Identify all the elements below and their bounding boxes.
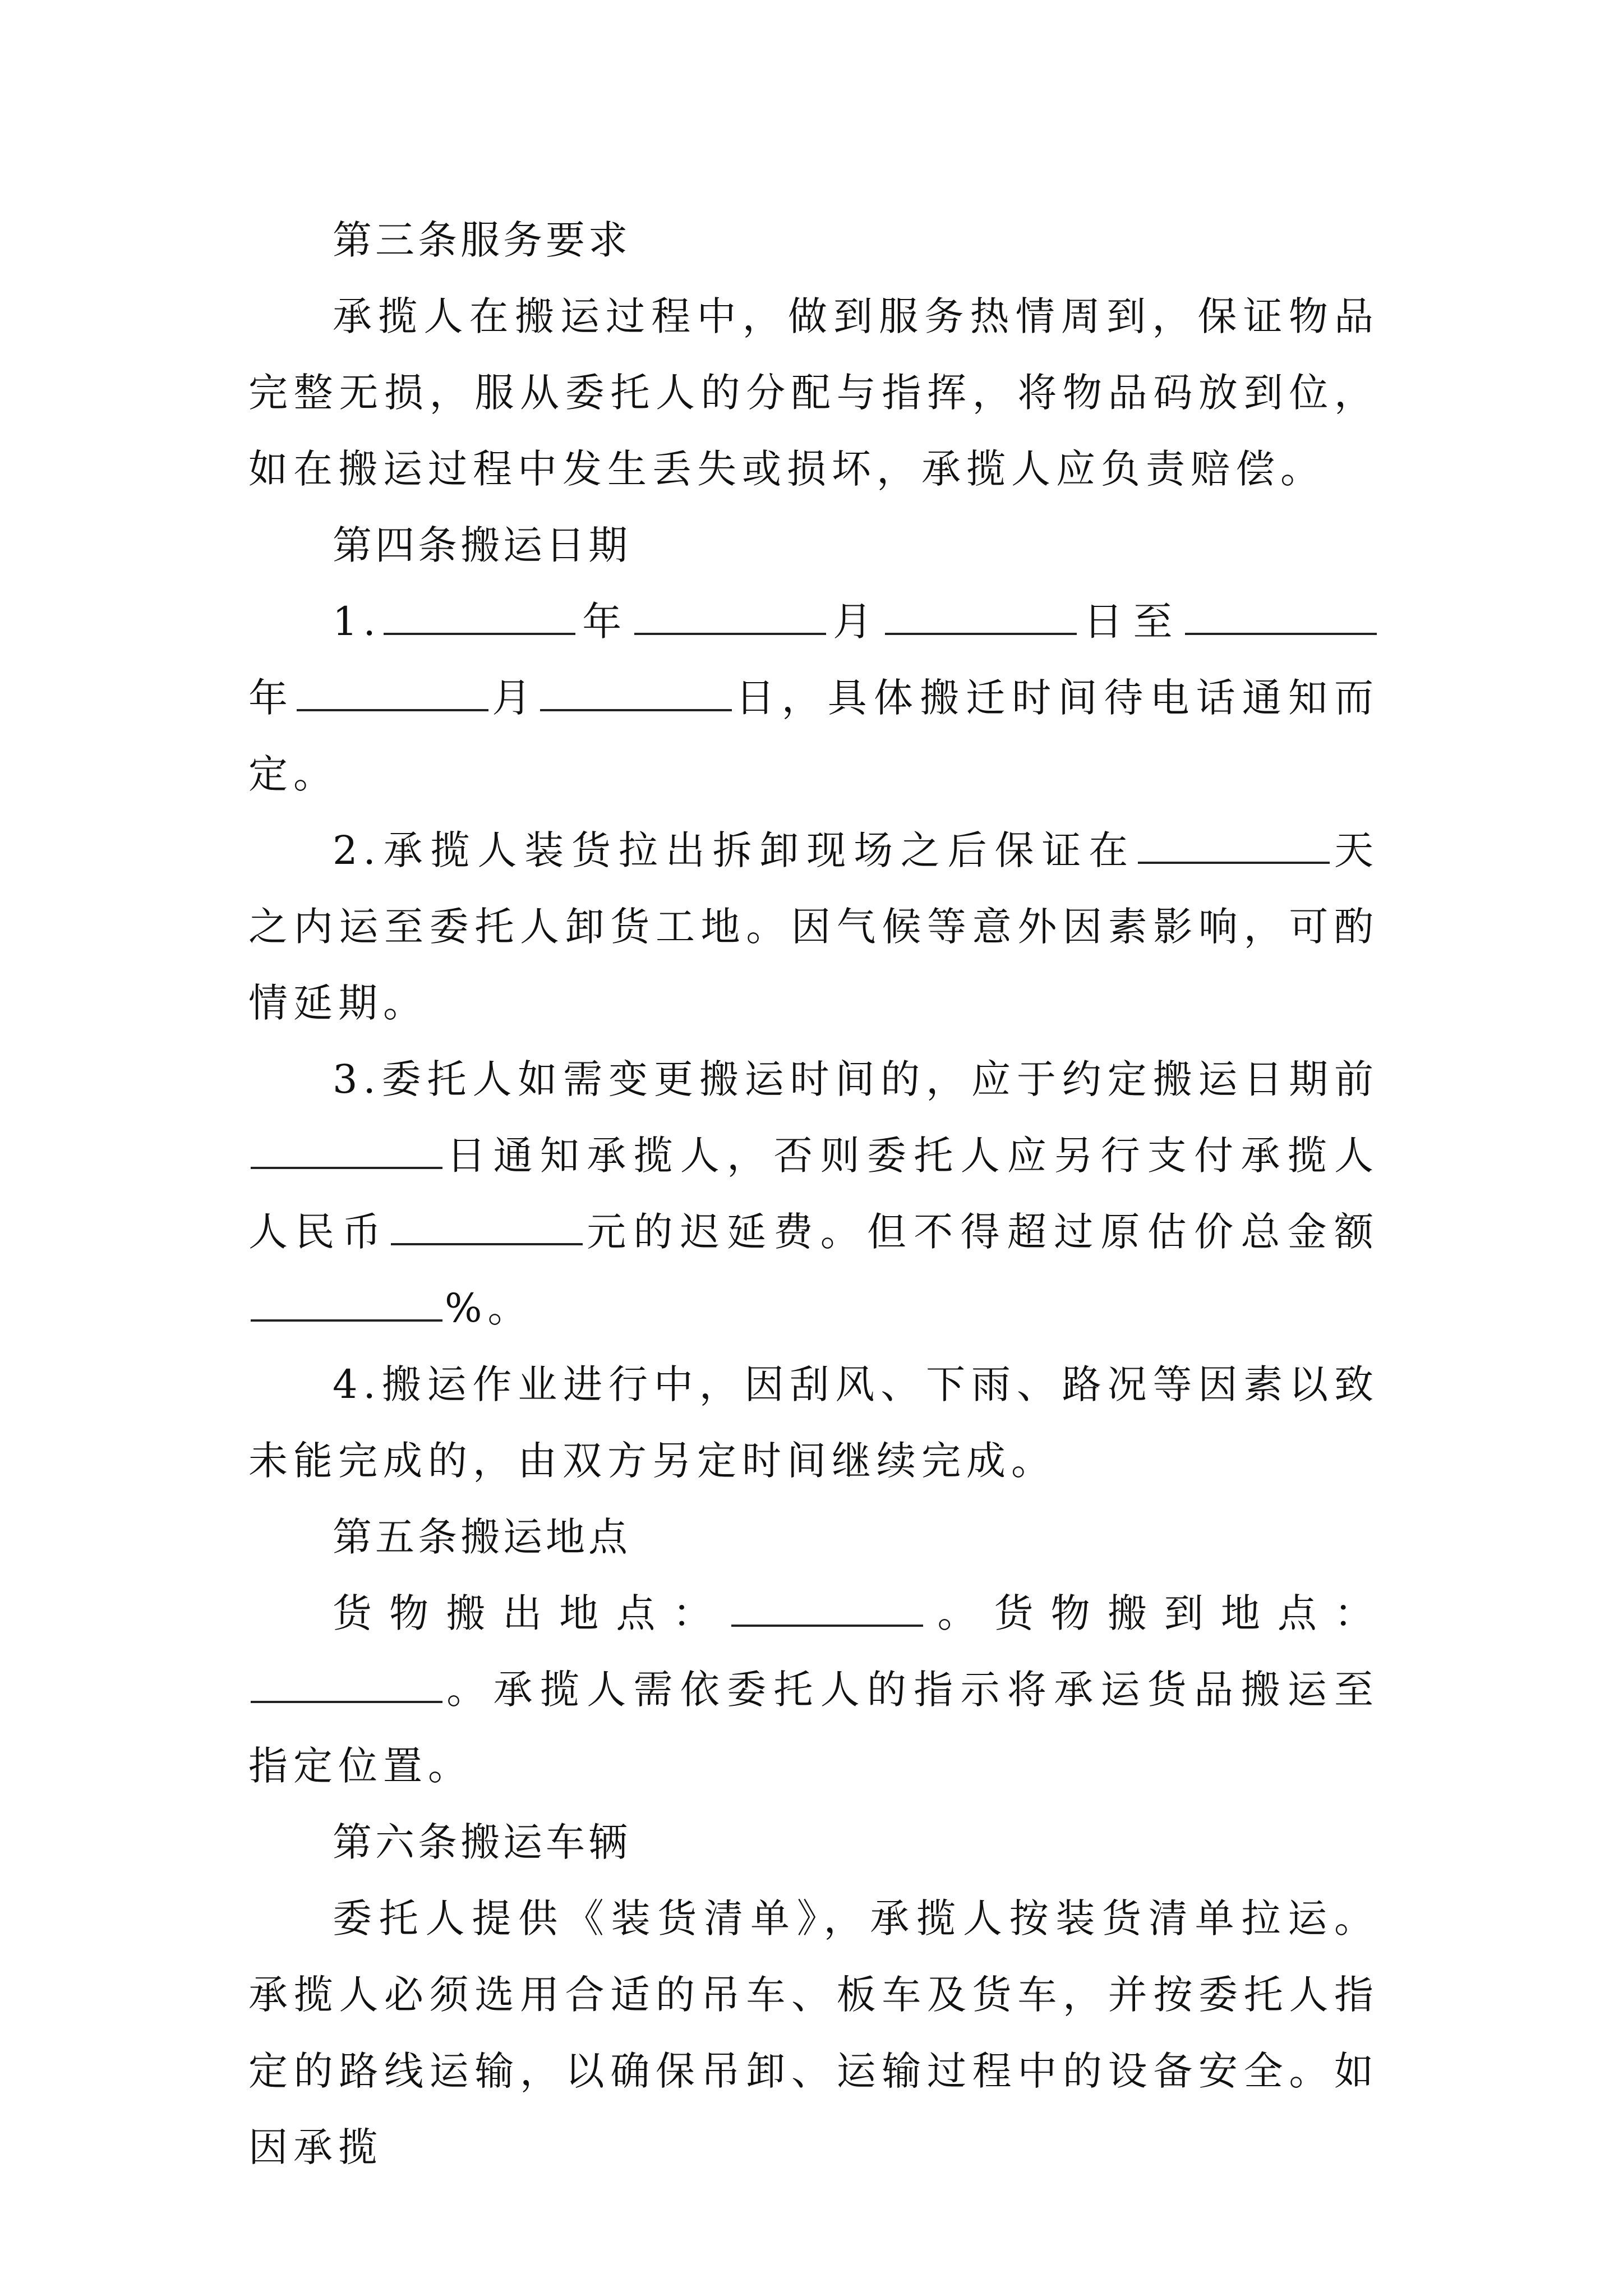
year-label: 年 [577, 599, 632, 645]
article-3-heading: 第三条服务要求 [333, 217, 631, 263]
blank-line[interactable] [297, 707, 488, 711]
origin-label: 货物搬出地点： [333, 1590, 730, 1636]
article-4-clause-4: 4.搬运作业进行中，因刮风、下雨、路况等因素以致未能完成的，由双方另定时间继续完成。 [248, 1361, 1379, 1484]
day-to-label: 日至 [1078, 599, 1183, 645]
clause-1-tail: 日，具体搬迁时间待电话通知而定。 [248, 675, 1380, 797]
blank-line[interactable] [1185, 631, 1377, 635]
clause-3-tail: %。 [445, 1285, 533, 1331]
blank-line[interactable] [634, 631, 826, 635]
destination-label: 。货物搬到地点： [925, 1590, 1380, 1636]
blank-line[interactable] [251, 1165, 442, 1169]
article-4-clause-2 [248, 812, 1379, 1041]
article-5-paragraph [248, 1575, 1379, 1804]
blank-line[interactable] [251, 1317, 442, 1322]
document-body [248, 202, 1379, 2185]
article-5-heading: 第五条搬运地点 [333, 1514, 631, 1560]
article-4-clause-1 [248, 583, 1379, 812]
blank-line[interactable] [384, 631, 575, 635]
blank-line[interactable] [885, 631, 1077, 635]
clause-3-mid1: 日通知承揽人，否则委托人应另行支付承揽人人民币 [248, 1133, 1379, 1255]
article-4-heading: 第四条搬运日期 [333, 522, 631, 568]
clause-1-number: 1. [333, 599, 381, 645]
blank-line[interactable] [540, 707, 732, 711]
clause-2-pre: 2.承揽人装货拉出拆卸现场之后保证在 [333, 827, 1136, 873]
clause-3-mid2: 元的迟延费。但不得超过原估价总金额 [584, 1209, 1380, 1255]
blank-line[interactable] [731, 1622, 923, 1627]
year-label-2: 年 [248, 675, 295, 721]
month-label-2: 月 [491, 675, 538, 721]
article-4-clause-3 [248, 1041, 1379, 1346]
article-3-paragraph: 承揽人在搬运过程中，做到服务热情周到，保证物品完整无损，服从委托人的分配与指挥，将物品码放到位，如在搬运过程中发生丢失或损坏，承揽人应负责赔偿。 [248, 293, 1379, 492]
blank-line[interactable] [391, 1241, 583, 1245]
article-6-paragraph: 委托人提供《装货清单》，承揽人按装货清单拉运。承揽人必须选用合适的吊车、板车及货车，并按委托人指定的路线运输，以确保吊卸、运输过程中的设备安全。如因承揽 [248, 1895, 1379, 2170]
clause-2-post: 天之内运至委托人卸货工地。因气候等意外因素影响，可酌情延期。 [248, 827, 1380, 1026]
blank-line[interactable] [1138, 859, 1330, 864]
month-label: 月 [828, 599, 883, 645]
blank-line[interactable] [251, 1699, 442, 1703]
article-5-tail: 。承揽人需依委托人的指示将承运货品搬运至指定位置。 [248, 1667, 1379, 1789]
clause-3-pre: 3.委托人如需变更搬运时间的，应于约定搬运日期前 [333, 1056, 1379, 1102]
article-6-heading: 第六条搬运车辆 [333, 1819, 631, 1865]
